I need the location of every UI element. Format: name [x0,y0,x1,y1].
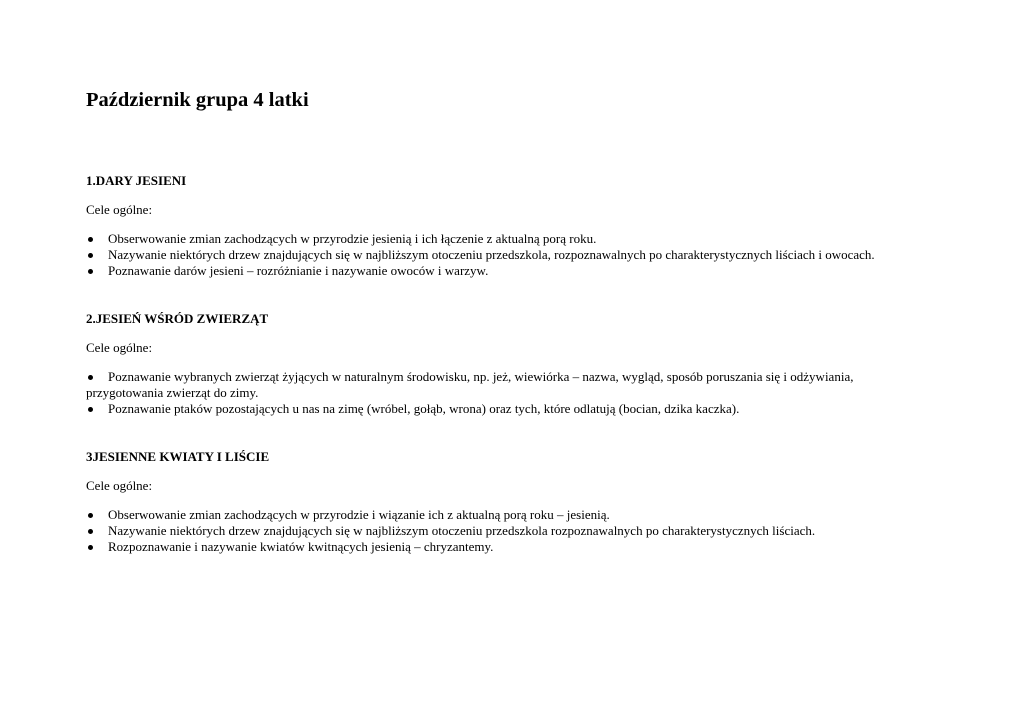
goal-text: Poznawanie ptaków pozostających u nas na zimę (wróbel, gołąb, wrona) oraz tych, które odlatują (bocian, dzika kaczka). [108,401,740,416]
goal-text: Poznawanie wybranych zwierząt żyjących w naturalnym środowisku, np. jeż, wiewiórka – nazwa, wygląd, sposób poruszania się i odżywiania, przygotowania zwierząt do zimy. [86,369,854,400]
list-item [86,263,916,279]
list-item [86,369,916,401]
section-heading: 2.JESIEŃ WŚRÓD ZWIERZĄT [86,311,269,326]
list-item [86,247,916,263]
goals-label: Cele ogólne: [86,478,153,493]
section-heading: 1.DARY JESIENI [86,173,187,188]
goal-text: Obserwowanie zmian zachodzących w przyrodzie jesienią i ich łączenie z aktualną porą roku. [108,231,597,246]
goal-text: Obserwowanie zmian zachodzących w przyrodzie i wiązanie ich z aktualną porą roku – jesienią. [108,507,610,522]
goal-text: Nazywanie niektórych drzew znajdujących się w najbliższym otoczeniu przedszkola rozpoznawalnych po charakterystycznych liściach. [108,523,816,538]
list-item [86,231,916,247]
section-heading: 3JESIENNE KWIATY I LIŚCIE [86,449,270,464]
section-jesien-wsrod-zwierzat [86,311,916,417]
list-item [86,539,916,555]
list-item [86,507,916,523]
goals-label: Cele ogólne: [86,340,153,355]
goal-text: Nazywanie niektórych drzew znajdujących się w najbliższym otoczeniu przedszkola, rozpoznawalnych po charakterystycznych liściach i owocach. [108,247,875,262]
section-dary-jesieni [86,173,916,279]
page-title: Październik grupa 4 latki [86,89,309,111]
list-item [86,523,916,539]
goal-text: Poznawanie darów jesieni – rozróżnianie i nazywanie owoców i warzyw. [108,263,489,278]
list-item [86,401,916,417]
goals-label: Cele ogólne: [86,202,153,217]
goals-list [86,369,916,417]
goals-list [86,231,916,279]
section-jesienne-kwiaty-i-liscie [86,449,916,555]
goals-list [86,507,916,555]
goal-text: Rozpoznawanie i nazywanie kwiatów kwitnących jesienią – chryzantemy. [108,539,494,554]
